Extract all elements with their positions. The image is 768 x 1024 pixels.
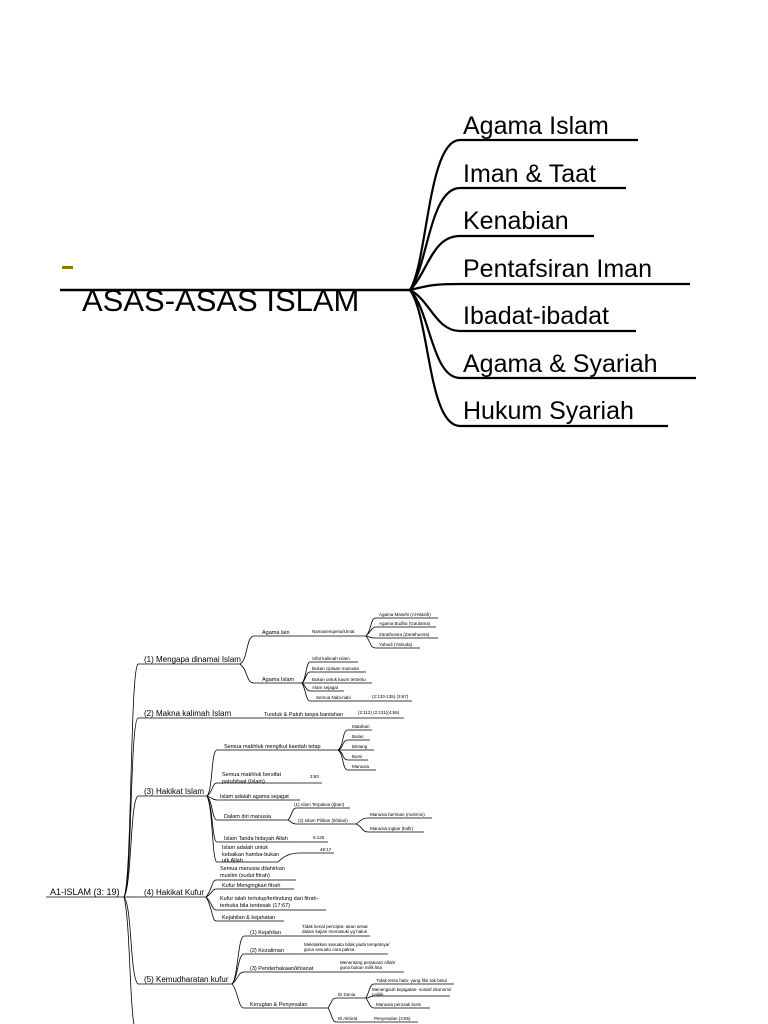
- ref-nabi: (2:133-135) (3:67): [372, 694, 409, 699]
- l1-hakikat-kufur[interactable]: (4) Hakikat Kufur: [144, 888, 205, 897]
- kufur-item[interactable]: Kufur Mengingkari fitrah: [222, 883, 281, 889]
- branch-hukum-syariah[interactable]: Hukum Syariah: [463, 397, 634, 425]
- ref-hidayah: 6:125: [313, 835, 325, 840]
- makhluk-item: Manusia: [352, 764, 370, 769]
- kemudharatan-item[interactable]: (1) Kejahilan: [250, 930, 281, 936]
- agama-islam-item: Sifat kalimah Islam: [312, 656, 350, 661]
- makhluk-item: Bulan: [352, 734, 364, 739]
- link: [328, 998, 366, 1008]
- kejahilan-note: Tidak kenal pencipta- akan sesat dalam kajian memasuki yg halus: [302, 924, 368, 934]
- link: [232, 936, 296, 984]
- branch-ibadat[interactable]: Ibadat-ibadat: [463, 302, 609, 330]
- makhluk-item: Bumi: [352, 754, 363, 759]
- agama-islam-item: Bukan untuk kaum tertentu: [312, 677, 366, 682]
- dunia-item: Menengsuh kejagatan- sosial/ ekonomi/ politik: [372, 987, 452, 997]
- l1-makna[interactable]: (2) Makna kalimah Islam: [144, 709, 232, 718]
- hakikat-item[interactable]: Islam adalah agama sejagat: [220, 794, 289, 800]
- node-namasempena[interactable]: Namasempena/Umat: [312, 629, 355, 634]
- dunia-item: Tidak tentu hala- yang fikir tak betul: [376, 978, 447, 983]
- l1-hakikat-islam[interactable]: (3) Hakikat Islam: [144, 787, 205, 796]
- branch-agama-syariah[interactable]: Agama & Syariah: [463, 350, 658, 378]
- hakikat-item[interactable]: Islam adalah untuk kebaikan hamba-bukan utk Allah: [222, 845, 280, 863]
- ref-kebaikan: 49:17: [320, 847, 332, 852]
- node-agama-islam[interactable]: Agama Islam: [262, 677, 295, 683]
- hakikat-item[interactable]: Semua makhluk bersifat patuh/taat (Islam): [222, 772, 281, 785]
- kezaliman-note: Meletakkan sesuatu tidak pada tempatnya/ guna sesuatu cara paksa: [304, 942, 390, 952]
- node-di-dunia[interactable]: Di Dunia: [338, 992, 356, 997]
- root2-title[interactable]: A1-ISLAM (3: 19): [50, 887, 120, 897]
- pilihan-item: Manusia beriman (muhmin): [370, 812, 425, 817]
- diri-item: (1) Alam Terpaksa (Ijbari): [294, 802, 345, 807]
- makhluk-item: Bintang: [352, 744, 368, 749]
- kemudharatan-item[interactable]: (3) Penderhakaan/khianat: [250, 966, 314, 972]
- branch-iman-taat[interactable]: Iman & Taat: [463, 160, 596, 188]
- trunk: [124, 664, 138, 897]
- dunia-item: Manusia perosak bumi: [376, 1002, 422, 1007]
- branch-pentafsiran-iman[interactable]: Pentafsiran Iman: [463, 255, 652, 283]
- agama-lain-item: Zarathustra (Zarathustra): [379, 632, 430, 637]
- agama-islam-item: Bukan ciptaan manusia: [312, 666, 359, 671]
- l1-mengapa[interactable]: (1) Mengapa dinamai Islam: [144, 655, 241, 664]
- link: [232, 972, 338, 984]
- node-tunduk[interactable]: Tunduk & Patuh tanpa bantahan: [264, 712, 343, 718]
- link: [240, 636, 300, 664]
- ref-patuh: 3:83: [310, 774, 319, 779]
- ref-tunduk: (2:112) (2:131)(4:65): [358, 710, 400, 715]
- root-title: ASAS-ASAS ISLAM: [82, 283, 360, 318]
- collapse-marker[interactable]: [62, 266, 73, 269]
- branch-kenabian[interactable]: Kenabian: [463, 207, 569, 235]
- agama-islam-item: Semua Nabi-nabi: [316, 695, 351, 700]
- branch-agama-islam[interactable]: Agama Islam: [463, 112, 609, 140]
- makhluk-item: Matahari: [352, 724, 370, 729]
- kemudharatan-item[interactable]: Kerugian & Penyesalan: [250, 1002, 308, 1008]
- agama-islam-item: Alam sejagat: [312, 685, 339, 690]
- node-di-akhirat[interactable]: Di Akhirat: [338, 1016, 358, 1021]
- link: [278, 853, 334, 862]
- kufur-item[interactable]: Kejahilan & kejahatan: [222, 915, 276, 921]
- hakikat-item[interactable]: Dalam diri manusia: [224, 814, 272, 820]
- a1-islam-map-texts: [50, 612, 452, 1021]
- kufur-item[interactable]: Semua manusia dilahirkan muslim (sudut fitrah): [220, 866, 285, 879]
- node-agama-lain[interactable]: Agama lain: [262, 630, 290, 636]
- l1-kemudharatan[interactable]: (5) Kemudharatan kufur: [144, 975, 229, 984]
- khianat-note: Menentang peraturan Allah/ guna bukan milik kita: [340, 960, 396, 970]
- connector: [410, 284, 690, 290]
- trunk: [124, 718, 138, 897]
- agama-lain-item: Yahudi (Yahuda): [379, 642, 413, 647]
- akhirat-item: Penyesalan (3:85): [374, 1016, 411, 1021]
- link: [356, 818, 432, 824]
- diri-item: (2) Islam Pilihan (Ikhtiari): [298, 818, 348, 823]
- pilihan-item: Manusia ingkar (kafir): [370, 826, 414, 831]
- hakikat-item[interactable]: Islam Tanda hidayah Allah: [224, 836, 288, 842]
- hakikat-item[interactable]: Semua makhluk mengikut kaedah tetap: [224, 744, 321, 750]
- agama-lain-item: Agama Masehi (Al-Masih): [379, 612, 431, 617]
- kemudharatan-item[interactable]: (2) Kezaliman: [250, 948, 284, 954]
- kufur-item[interactable]: Kufur ialah tertutup/terlindung dari fitrah- terbuka bila terdesak (17:67): [220, 896, 319, 909]
- agama-lain-item: Agama Budha (Gautama): [379, 621, 431, 626]
